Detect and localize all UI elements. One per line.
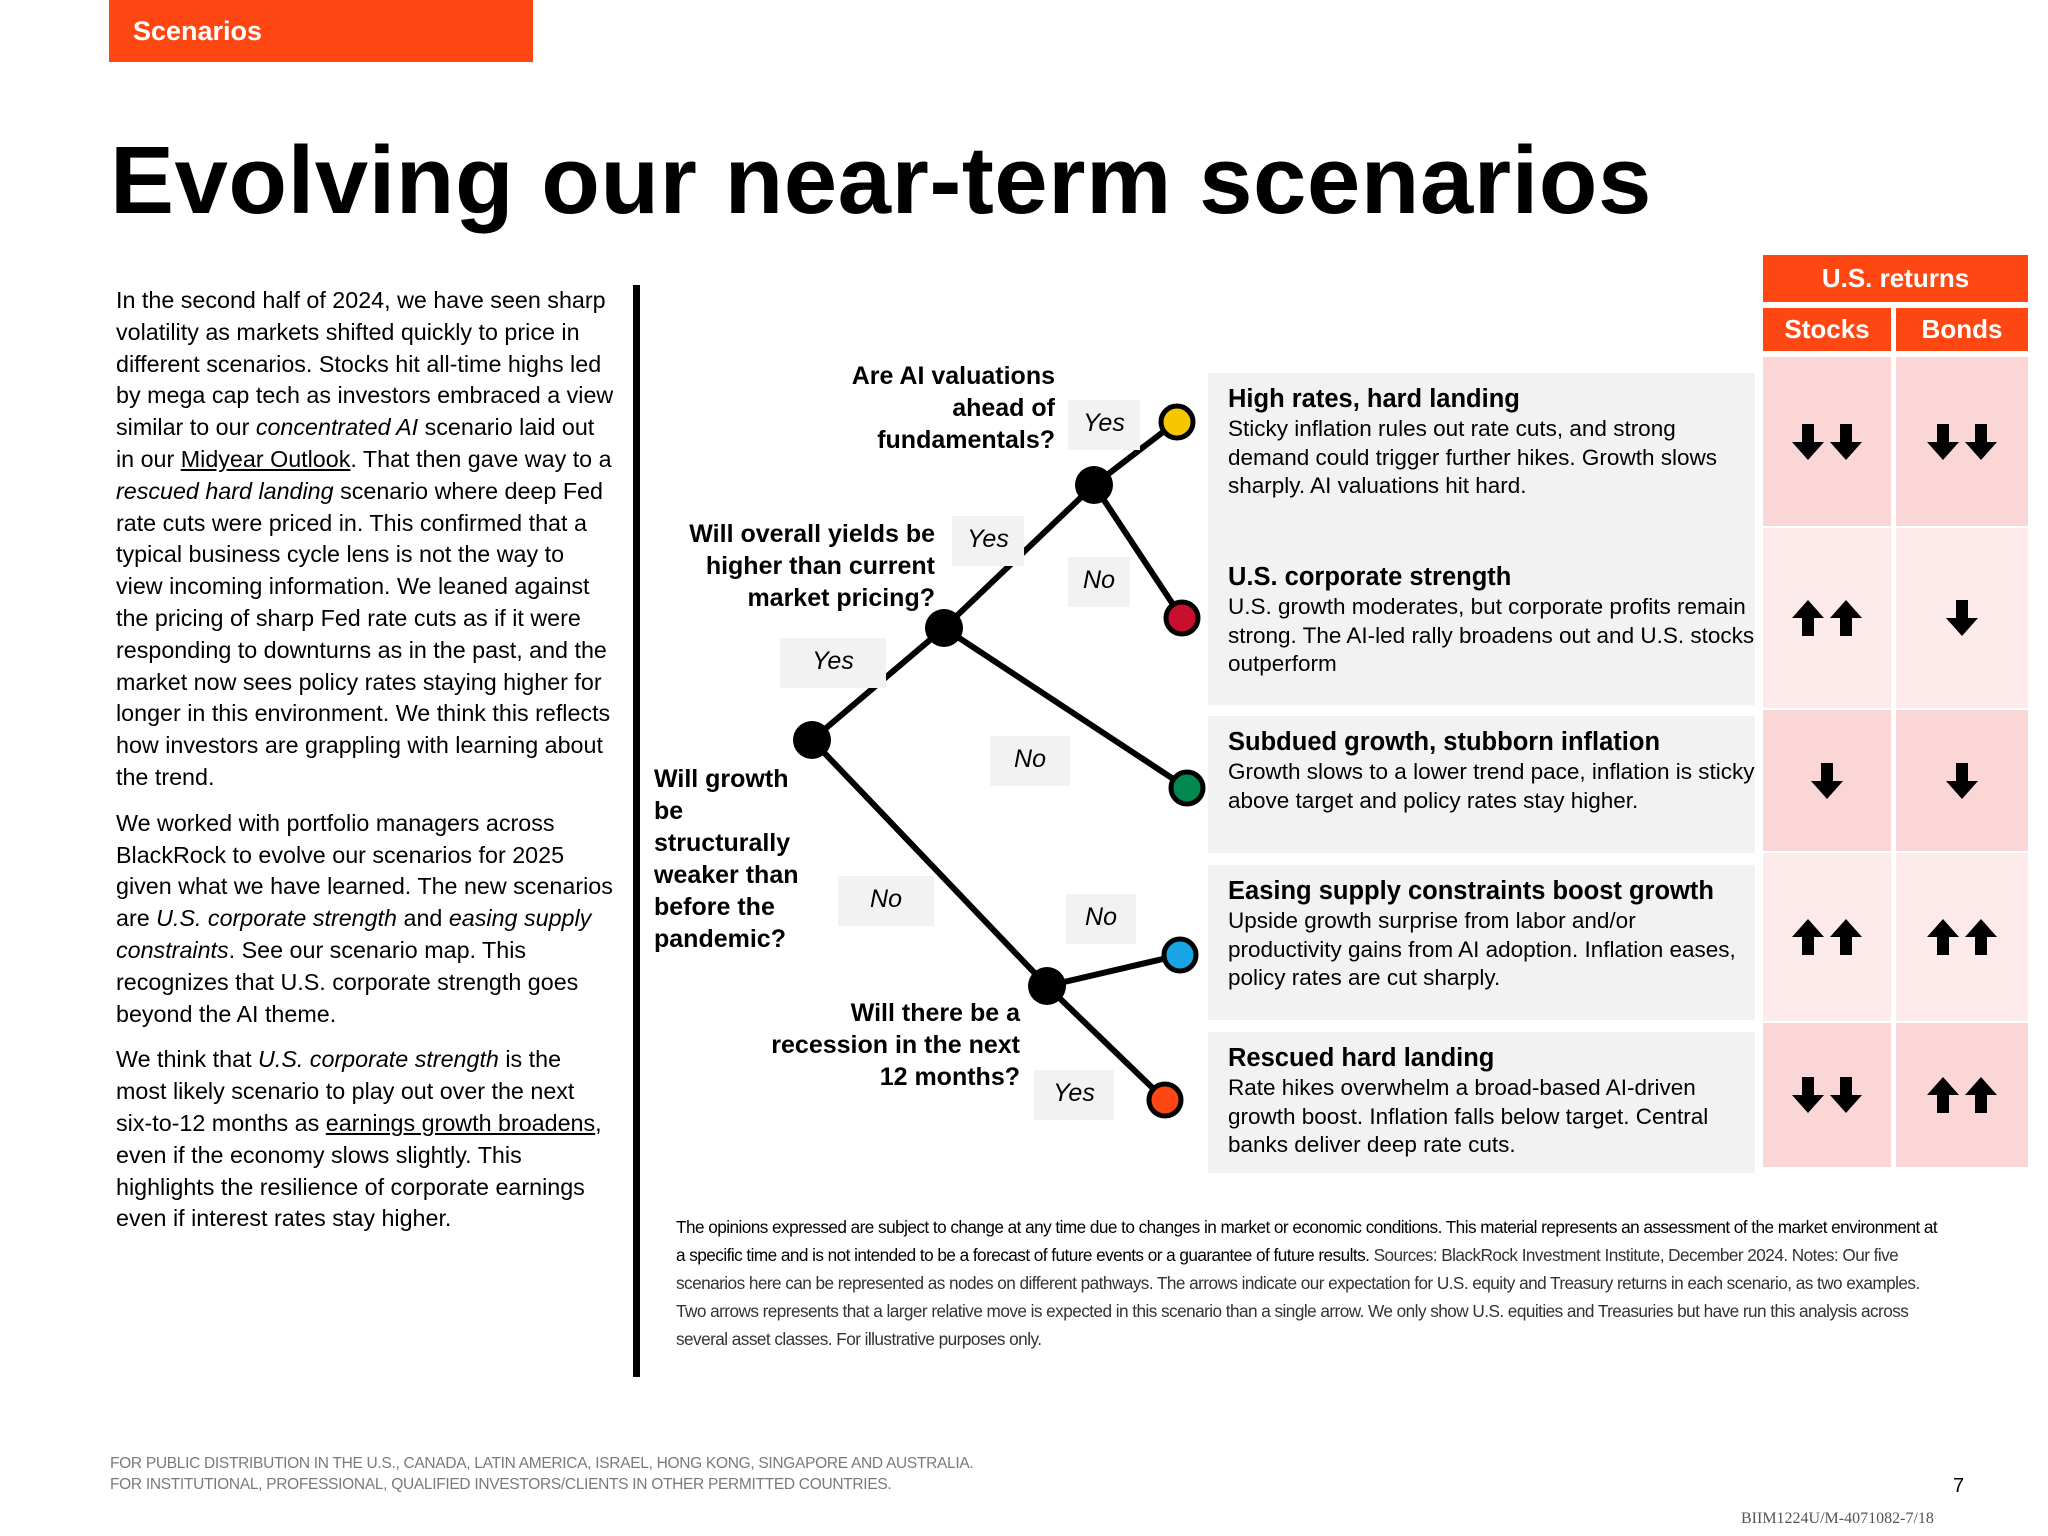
arrow-down-icon bbox=[1829, 1076, 1863, 1114]
outcome-node-subdued-growth bbox=[1171, 772, 1203, 804]
outcome-node-rescued-landing bbox=[1149, 1084, 1181, 1116]
bonds-return-easing-supply bbox=[1896, 853, 2028, 1021]
bonds-return-high-rates bbox=[1896, 357, 2028, 526]
scenario-subdued-growth-stubborn-inflation bbox=[1208, 716, 1755, 853]
stocks-column-header: Stocks bbox=[1763, 308, 1891, 351]
outcome-node-easing-supply bbox=[1164, 939, 1196, 971]
arrow-down-icon bbox=[1791, 1076, 1825, 1114]
answer-ai-yes: Yes bbox=[1068, 400, 1140, 450]
arrow-up-icon bbox=[1829, 918, 1863, 956]
text-run: . That then gave way to a bbox=[350, 445, 612, 472]
stocks-return-rescued-landing bbox=[1763, 1023, 1891, 1167]
stocks-return-easing-supply bbox=[1763, 853, 1891, 1021]
arrow-up-icon bbox=[1926, 1076, 1960, 1114]
arrow-down-icon bbox=[1810, 762, 1844, 800]
text-run: and bbox=[397, 905, 449, 932]
text-run: scenario laid out in our bbox=[116, 414, 595, 472]
question-yields: Will overall yields be higher than current market pricing? bbox=[689, 520, 935, 612]
scenario-description: Sticky inflation rules out rate cuts, and strong demand could trigger further hikes. Growth slows sharply. AI valuations hit hard. bbox=[1228, 416, 1717, 499]
stocks-return-subdued-growth bbox=[1763, 710, 1891, 851]
scenario-rescued-hard-landing bbox=[1208, 1032, 1755, 1173]
bonds-column-header: Bonds bbox=[1896, 308, 2028, 351]
scenario-us-corporate-strength bbox=[1208, 531, 1755, 705]
node-recession bbox=[1028, 967, 1066, 1005]
outcome-node-high-rates bbox=[1161, 406, 1193, 438]
stocks-return-corporate-strength bbox=[1763, 528, 1891, 708]
question-growth: Will growth be structurally weaker than before the pandemic? bbox=[654, 765, 799, 953]
answer-recession-no: No bbox=[1066, 894, 1136, 944]
scenario-description: U.S. growth moderates, but corporate profits remain strong. The AI-led rally broadens out and U.S. stocks outperform bbox=[1228, 594, 1755, 677]
italic-term: rescued hard landing bbox=[116, 477, 334, 504]
arrow-up-icon bbox=[1964, 918, 1998, 956]
arrow-up-icon bbox=[1964, 1076, 1998, 1114]
node-yields bbox=[925, 609, 963, 647]
text-run: scenario where deep Fed rate cuts were priced in. This confirmed that a typical business cycle lens is not the way to view incoming information. We leaned against the pricing of sharp Fed rate cuts as if it were responding to downturns as in the past, and the market now sees policy rates staying higher for longer in this environment. We think this reflects how investors are grappling with learning about the trend. bbox=[116, 477, 611, 790]
scenario-title: Subdued growth, stubborn inflation bbox=[1228, 728, 1661, 756]
arrow-up-icon bbox=[1829, 599, 1863, 637]
arrow-down-icon bbox=[1926, 423, 1960, 461]
branch-recession-easing bbox=[1047, 955, 1180, 986]
section-tag: Scenarios bbox=[109, 0, 533, 62]
scenario-title: High rates, hard landing bbox=[1228, 385, 1520, 413]
arrow-up-icon bbox=[1926, 918, 1960, 956]
answer-growth-yes: Yes bbox=[780, 638, 886, 688]
text-run: , even if the economy slows slightly. This highlights the resilience of corporate earnings even if interest rates stay higher. bbox=[116, 1109, 602, 1232]
text-run: is the most likely scenario to play out over the next six-to-12 months as bbox=[116, 1046, 575, 1136]
disclaimer-opinion: The opinions expressed are subject to change at any time due to changes in market or economic conditions. This material represents an assessment of the market environment at a specific time and is not intended to be a forecast of future events or a guarantee of future results. bbox=[676, 1217, 1938, 1265]
text-run: We think that bbox=[116, 1046, 259, 1073]
footer-line-1: FOR PUBLIC DISTRIBUTION IN THE U.S., CANADA, LATIN AMERICA, ISRAEL, HONG KONG, SINGAPORE AND AUSTRALIA. bbox=[110, 1455, 974, 1472]
arrow-up-icon bbox=[1791, 599, 1825, 637]
scenario-description: Growth slows to a lower trend pace, inflation is sticky above target and policy rates stay higher. bbox=[1228, 759, 1755, 813]
answer-recession-yes: Yes bbox=[1034, 1070, 1114, 1120]
scenario-title: Rescued hard landing bbox=[1228, 1044, 1495, 1072]
bonds-return-rescued-landing bbox=[1896, 1023, 2028, 1167]
disclaimer-sources-notes: Sources: BlackRock Investment Institute, December 2024. Notes: Our five scenarios here can be represented as nodes on different pathways. The arrows indicate our expectation for U.S. equity and Treasury returns in each scenario, as two examples. Two arrows represents that a larger relative move is expected in this scenario than a single arrow. We only show U.S. equities and Treasuries but have run this analysis across several asset classes. For illustrative purposes only. bbox=[676, 1245, 1920, 1349]
italic-term: easing supply constraints bbox=[116, 905, 592, 963]
scenario-high-rates-hard-landing bbox=[1208, 373, 1755, 531]
page-number: 7 bbox=[1953, 1475, 1965, 1497]
answer-yields-yes: Yes bbox=[952, 516, 1024, 566]
italic-term: U.S. corporate strength bbox=[156, 905, 398, 932]
answer-ai-no: No bbox=[1068, 557, 1130, 607]
stocks-return-high-rates bbox=[1763, 357, 1891, 526]
text-run: In the second half of 2024, we have seen sharp volatility as markets shifted quickly to price in different scenarios. Stocks hit all-time highs led by mega cap tech as investors embraced a view similar to our bbox=[116, 287, 614, 441]
answer-growth-no: No bbox=[838, 876, 934, 926]
arrow-down-icon bbox=[1964, 423, 1998, 461]
question-recession: Will there be a recession in the next 12 months? bbox=[771, 999, 1020, 1091]
node-growth bbox=[793, 721, 831, 759]
question-ai-valuations: Are AI valuations ahead of fundamentals? bbox=[851, 362, 1055, 454]
node-ai bbox=[1075, 466, 1113, 504]
text-run: . See our scenario map. This recognizes that U.S. corporate strength goes beyond the AI theme. bbox=[116, 936, 579, 1027]
italic-term: concentrated AI bbox=[255, 414, 419, 441]
arrow-down-icon bbox=[1945, 599, 1979, 637]
document-code: BIIM1224U/M-4071082-7/18 bbox=[1741, 1510, 1934, 1527]
scenario-title: U.S. corporate strength bbox=[1228, 563, 1512, 591]
scenario-easing-supply-constraints bbox=[1208, 865, 1755, 1020]
disclaimer-notes bbox=[676, 1213, 1946, 1353]
scenario-description: Upside growth surprise from labor and/or productivity gains from AI adoption. Inflation eases, policy rates are cut sharply. bbox=[1228, 908, 1736, 991]
us-returns-header: U.S. returns bbox=[1763, 255, 2028, 302]
arrow-down-icon bbox=[1791, 423, 1825, 461]
page-title: Evolving our near-term scenarios bbox=[110, 127, 1652, 234]
arrow-up-icon bbox=[1791, 918, 1825, 956]
text-run: We worked with portfolio managers across BlackRock to evolve our scenarios for 2025 given what we have learned. The new scenarios are bbox=[116, 809, 613, 932]
footer-line-2: FOR INSTITUTIONAL, PROFESSIONAL, QUALIFIED INVESTORS/CLIENTS IN OTHER PERMITTED COUNTRIES. bbox=[110, 1476, 892, 1493]
arrow-down-icon bbox=[1945, 762, 1979, 800]
bonds-return-subdued-growth bbox=[1896, 710, 2028, 851]
inline-link[interactable]: earnings growth broadens bbox=[325, 1109, 596, 1136]
inline-link[interactable]: Midyear Outlook bbox=[180, 445, 351, 472]
distribution-footer bbox=[110, 1453, 973, 1495]
bonds-return-corporate-strength bbox=[1896, 528, 2028, 708]
outcome-node-corporate-strength bbox=[1166, 602, 1198, 634]
scenario-title: Easing supply constraints boost growth bbox=[1228, 877, 1714, 905]
arrow-down-icon bbox=[1829, 423, 1863, 461]
scenario-description: Rate hikes overwhelm a broad-based AI-driven growth boost. Inflation falls below target. Central banks deliver deep rate cuts. bbox=[1228, 1075, 1709, 1158]
italic-term: U.S. corporate strength bbox=[258, 1046, 499, 1073]
answer-yields-no: No bbox=[990, 736, 1070, 786]
